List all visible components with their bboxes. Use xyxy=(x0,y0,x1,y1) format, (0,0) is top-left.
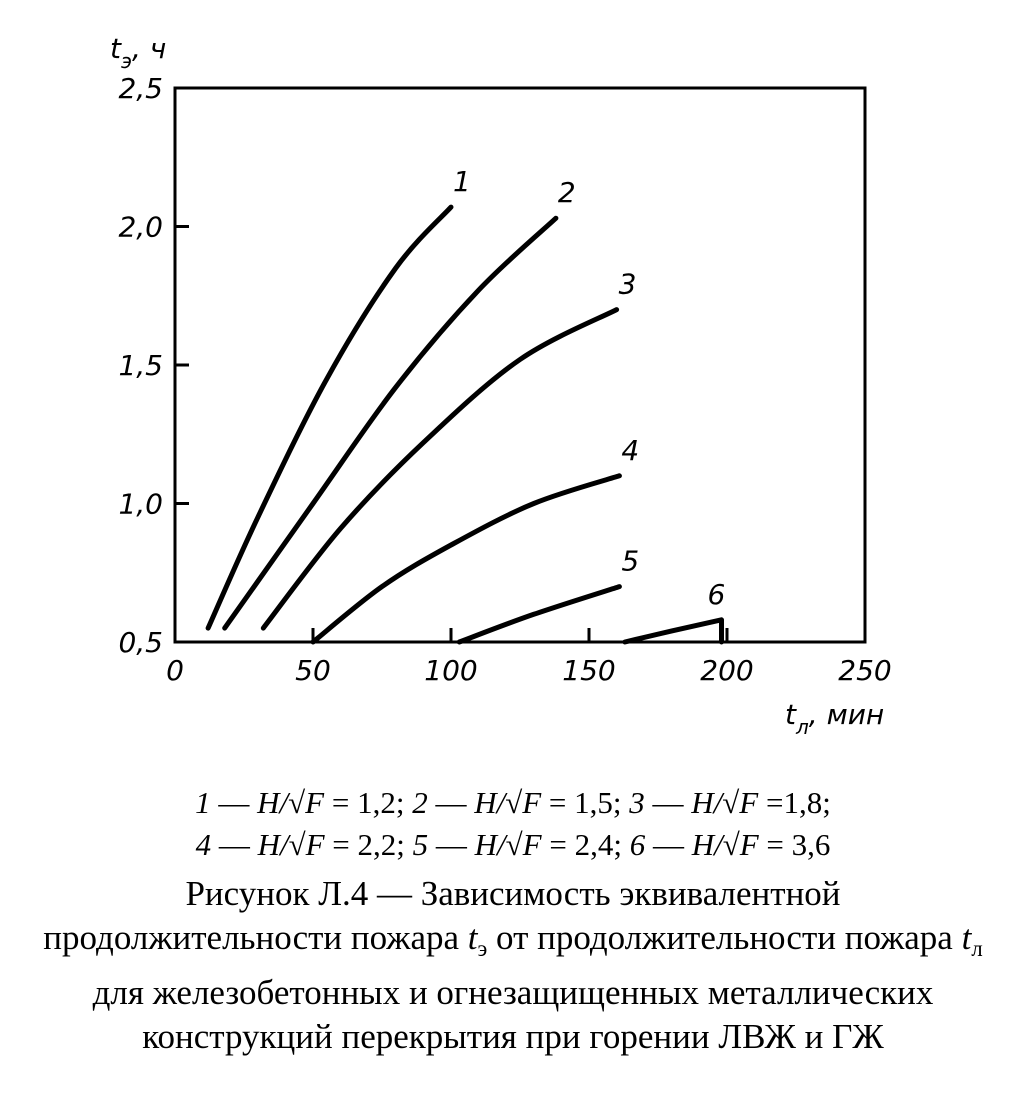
y-tick-label: 2,0 xyxy=(118,210,163,244)
x-axis-title-unit: , мин xyxy=(808,698,885,731)
x-axis-title-sub: л xyxy=(795,715,809,739)
caption-tl-symbol: t xyxy=(961,918,972,957)
caption-tl-sub: л xyxy=(971,935,983,961)
x-ticks xyxy=(166,628,892,687)
caption-part-1: Рисунок Л.4 — Зависимость эквивалентной продолжительности пожара xyxy=(43,874,841,957)
curve-labels xyxy=(453,165,725,611)
plot-border xyxy=(175,88,865,642)
legend-dash: — xyxy=(645,827,692,862)
caption-te-sub: э xyxy=(477,935,488,961)
y-axis-title xyxy=(110,32,166,73)
legend-num: 5 xyxy=(412,827,429,862)
legend-expr: H/√F xyxy=(691,785,759,820)
legend-num: 4 xyxy=(195,827,212,862)
curve-label-4: 4 xyxy=(621,433,640,467)
legend-item-3 xyxy=(629,785,831,820)
y-axis-title-symbol: t xyxy=(110,32,121,65)
legend-expr: H/√F xyxy=(691,827,759,862)
plot-frame xyxy=(175,88,865,642)
legend-value: =1,8; xyxy=(765,785,831,820)
legend xyxy=(0,782,1026,866)
legend-value: = 1,2; xyxy=(331,785,405,820)
legend-num: 3 xyxy=(629,785,645,820)
legend-dash: — xyxy=(211,827,258,862)
curve-label-2: 2 xyxy=(557,176,576,210)
x-tick-label: 250 xyxy=(838,654,892,687)
legend-item-6 xyxy=(630,827,831,862)
curve-label-6: 6 xyxy=(707,577,726,611)
x-axis-title-symbol: t xyxy=(785,698,796,731)
legend-value: = 2,2; xyxy=(332,827,405,862)
x-tick-label: 200 xyxy=(700,654,754,687)
legend-dash: — xyxy=(210,785,258,820)
x-tick-label: 50 xyxy=(295,654,331,687)
legend-item-1 xyxy=(195,785,404,820)
legend-line-2 xyxy=(0,824,1026,866)
y-axis-title-sub: э xyxy=(120,49,132,73)
legend-item-5 xyxy=(413,827,622,862)
x-tick-label: 100 xyxy=(424,654,478,687)
curve-3 xyxy=(263,310,616,628)
legend-item-2 xyxy=(412,785,621,820)
curve-5 xyxy=(459,587,619,642)
y-tick-label: 0,5 xyxy=(118,626,163,659)
caption-te-symbol: t xyxy=(467,918,478,957)
curve-label-1: 1 xyxy=(453,165,471,199)
y-tick-label: 1,0 xyxy=(118,487,163,521)
curves xyxy=(208,207,721,642)
legend-expr: H/√F xyxy=(474,827,542,862)
y-ticks xyxy=(118,72,189,659)
legend-num: 6 xyxy=(629,827,646,862)
legend-item-4 xyxy=(196,827,405,862)
legend-value: = 2,4; xyxy=(549,827,622,862)
legend-value: = 1,5; xyxy=(548,785,622,820)
legend-dash: — xyxy=(428,827,475,862)
x-tick-label: 0 xyxy=(166,654,184,687)
curve-4 xyxy=(313,476,619,642)
y-tick-label: 1,5 xyxy=(118,349,163,382)
y-axis-title-unit: , ч xyxy=(131,32,167,65)
legend-num: 1 xyxy=(195,785,211,820)
y-tick-label: 2,5 xyxy=(118,72,163,105)
curve-6 xyxy=(625,620,722,642)
legend-line-1 xyxy=(0,782,1026,824)
legend-num: 2 xyxy=(412,785,428,820)
curve-label-3: 3 xyxy=(618,267,637,301)
legend-expr: H/√F xyxy=(257,785,325,820)
curve-label-5: 5 xyxy=(621,544,640,578)
legend-dash: — xyxy=(644,785,692,820)
legend-expr: H/√F xyxy=(257,827,325,862)
x-tick-label: 150 xyxy=(562,654,616,687)
legend-dash: — xyxy=(427,785,475,820)
caption-part-2: от продолжительности пожара xyxy=(487,918,962,957)
figure-caption xyxy=(40,872,986,1059)
x-axis-title xyxy=(785,698,884,739)
legend-expr: H/√F xyxy=(474,785,542,820)
legend-value: = 3,6 xyxy=(766,827,831,862)
caption-part-3: для железобетонных и огнезащищенных металлических конструкций перекрытия при горении ЛВЖ и ГЖ xyxy=(92,972,934,1056)
